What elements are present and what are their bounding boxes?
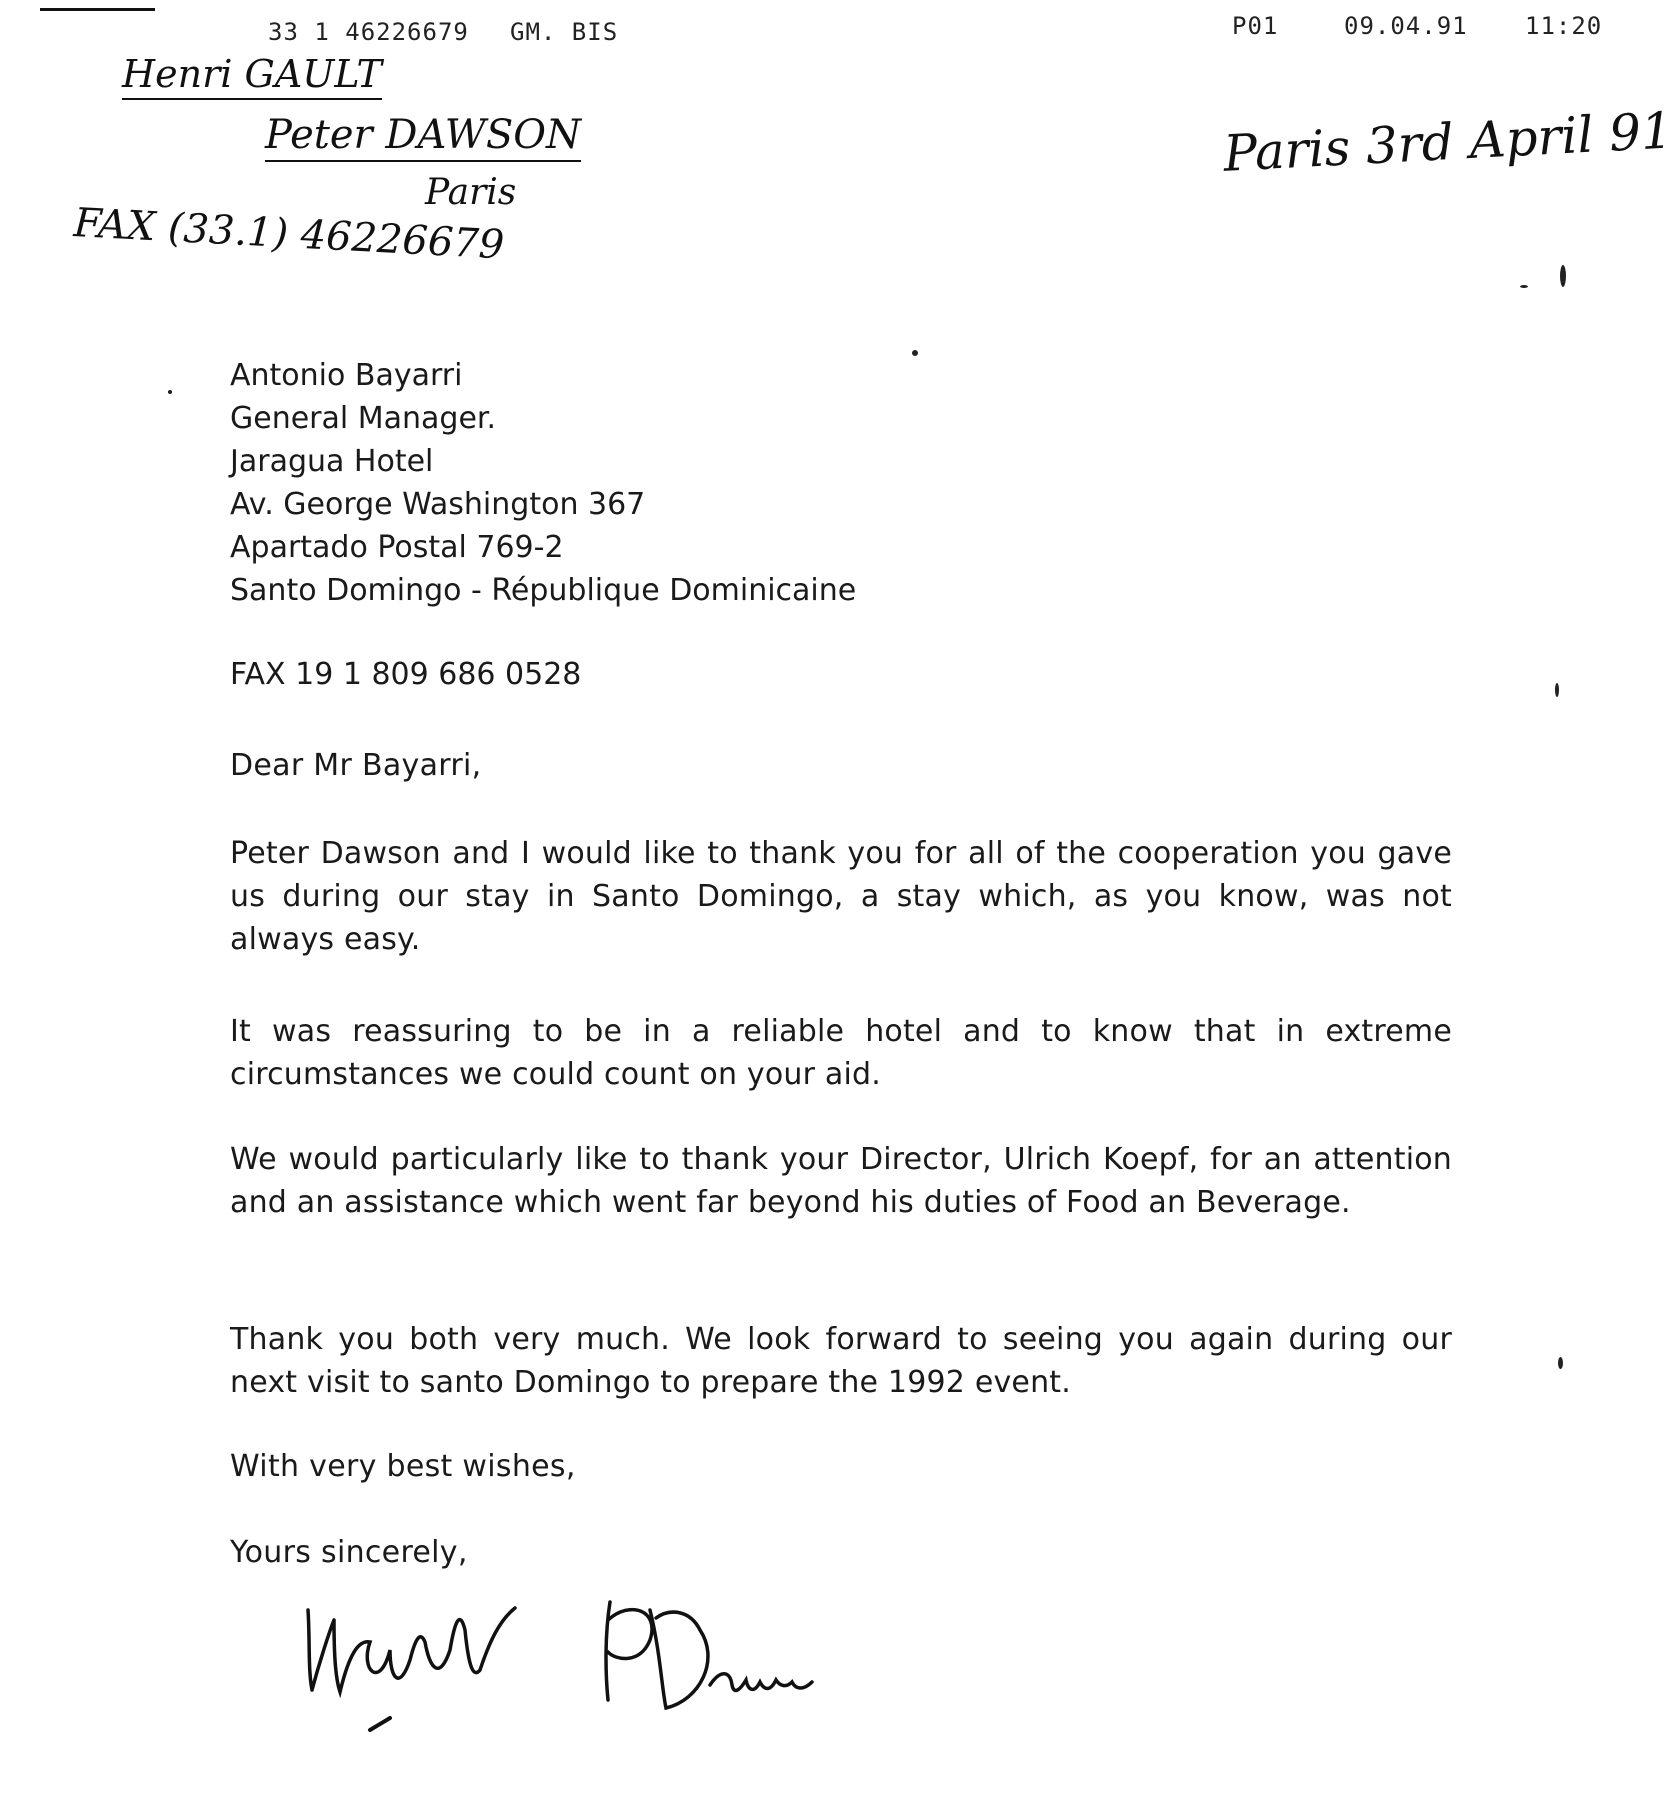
recipient-city-country: Santo Domingo - République Dominicaine: [230, 573, 857, 608]
signature-gault: [290, 1580, 550, 1750]
fax-speck: [1560, 265, 1566, 287]
header-rule: [40, 8, 155, 11]
recipient-title: General Manager.: [230, 401, 497, 436]
recipient-postal: Apartado Postal 769-2: [230, 530, 564, 565]
fax-header-sender: GM. BIS: [510, 18, 619, 46]
handwritten-name-dawson: Peter DAWSON: [265, 112, 581, 162]
signature-gault-text: HGault: [290, 1580, 293, 1581]
fax-speck: [168, 390, 172, 394]
fax-speck: [1558, 1357, 1563, 1369]
fax-speck: [1520, 285, 1528, 288]
fax-header-time: 11:20: [1525, 12, 1603, 40]
recipient-name: Antonio Bayarri: [230, 358, 463, 393]
handwritten-fax-number: FAX (33.1) 46226679: [72, 200, 506, 269]
fax-header-date: 09.04.91: [1344, 12, 1468, 40]
body-paragraph-1: Peter Dawson and I would like to thank you for all of the cooperation you gave us during our stay in Santo Domingo, a stay which, as you know, was not always easy.: [230, 836, 1452, 957]
closing-wishes: With very best wishes,: [230, 1449, 576, 1484]
handwritten-city: Paris: [425, 172, 517, 213]
fax-header-page: P01: [1232, 12, 1279, 40]
recipient-street: Av. George Washington 367: [230, 487, 646, 522]
body-paragraph-2: It was reassuring to be in a reliable hotel and to know that in extreme circumstances we could count on your aid.: [230, 1014, 1452, 1092]
closing-sincerely: Yours sincerely,: [230, 1535, 468, 1570]
signature-dawson-text: P Dawson: [590, 1590, 595, 1591]
fax-speck: [912, 350, 918, 356]
fax-header-number: 33 1 46226679: [268, 18, 469, 46]
body-paragraph-4: Thank you both very much. We look forward to seeing you again during our next visit to santo Domingo to prepare the 1992 event.: [230, 1322, 1452, 1400]
fax-speck: [1555, 683, 1559, 697]
salutation: Dear Mr Bayarri,: [230, 748, 482, 783]
recipient-hotel: Jaragua Hotel: [230, 444, 434, 479]
recipient-fax: FAX 19 1 809 686 0528: [230, 657, 582, 692]
signature-dawson: [590, 1590, 840, 1730]
handwritten-date: Paris 3rd April 91: [1222, 101, 1674, 183]
handwritten-name-gault: Henri GAULT: [122, 52, 382, 100]
body-paragraph-3: We would particularly like to thank your Director, Ulrich Koepf, for an attention and an assistance which went far beyond his duties of Food an Beverage.: [230, 1142, 1452, 1220]
